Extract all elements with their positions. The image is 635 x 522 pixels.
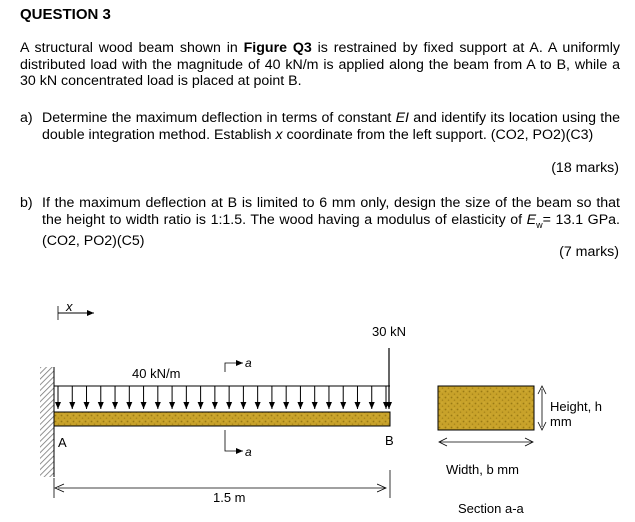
question-b-text-2: = 13.1 GPa. (CO2, PO2)(C5) — [42, 211, 620, 249]
section-caption: Section a-a — [458, 501, 524, 516]
question-heading: QUESTION 3 — [20, 6, 111, 23]
question-a-marks: (18 marks) — [551, 160, 619, 176]
question-a-text-2: and identify its location using the double integration method. Establish — [42, 110, 620, 143]
height-unit: mm — [550, 414, 572, 429]
width-label: Width, b mm — [446, 462, 519, 477]
point-load-label: 30 kN — [372, 324, 406, 339]
question-a-x: x — [275, 126, 283, 143]
section-mark-top: a — [245, 356, 252, 370]
distributed-load — [54, 366, 390, 409]
question-a-ei: EI — [395, 110, 409, 126]
end-label-b: B — [385, 433, 394, 448]
udl-label: 40 kN/m — [132, 366, 181, 381]
x-axis-indicator — [58, 299, 94, 320]
question-b-e: E — [526, 211, 537, 228]
x-axis-label: x — [66, 299, 73, 314]
support-label-a: A — [58, 435, 67, 450]
figure-reference: Figure Q3 — [243, 40, 312, 56]
intro-text-2: is restrained by fixed support at A. A uniformly distributed load with the magnitude of 40 kN/m is applied along the beam from A to B, while a 30 kN concentrated load is placed at point B. — [20, 40, 620, 89]
question-b-text-1: If the maximum deflection at B is limited to 6 mm only, design the size of the beam so that the height to width ratio is 1:1.5. The wood having a modulus of elasticity of — [42, 195, 620, 228]
span-dimension — [54, 470, 390, 505]
question-b-marks: (7 marks) — [559, 244, 619, 260]
intro-text-1: A structural wood beam shown in — [20, 40, 244, 56]
wood-beam — [54, 412, 390, 426]
question-b-label: b) — [20, 195, 33, 211]
question-b-w-subscript: w — [536, 219, 543, 230]
question-a-text-3: coordinate from the left support. (CO2, PO2)(C3) — [282, 126, 594, 143]
question-a-text-1: Determine the maximum deflection in terms of constant — [42, 110, 396, 126]
span-label: 1.5 m — [213, 490, 246, 505]
height-label: Height, h — [550, 399, 603, 414]
section-mark-bottom: a — [245, 445, 252, 459]
beam-cross-section — [438, 386, 602, 516]
question-a-label: a) — [20, 110, 33, 126]
